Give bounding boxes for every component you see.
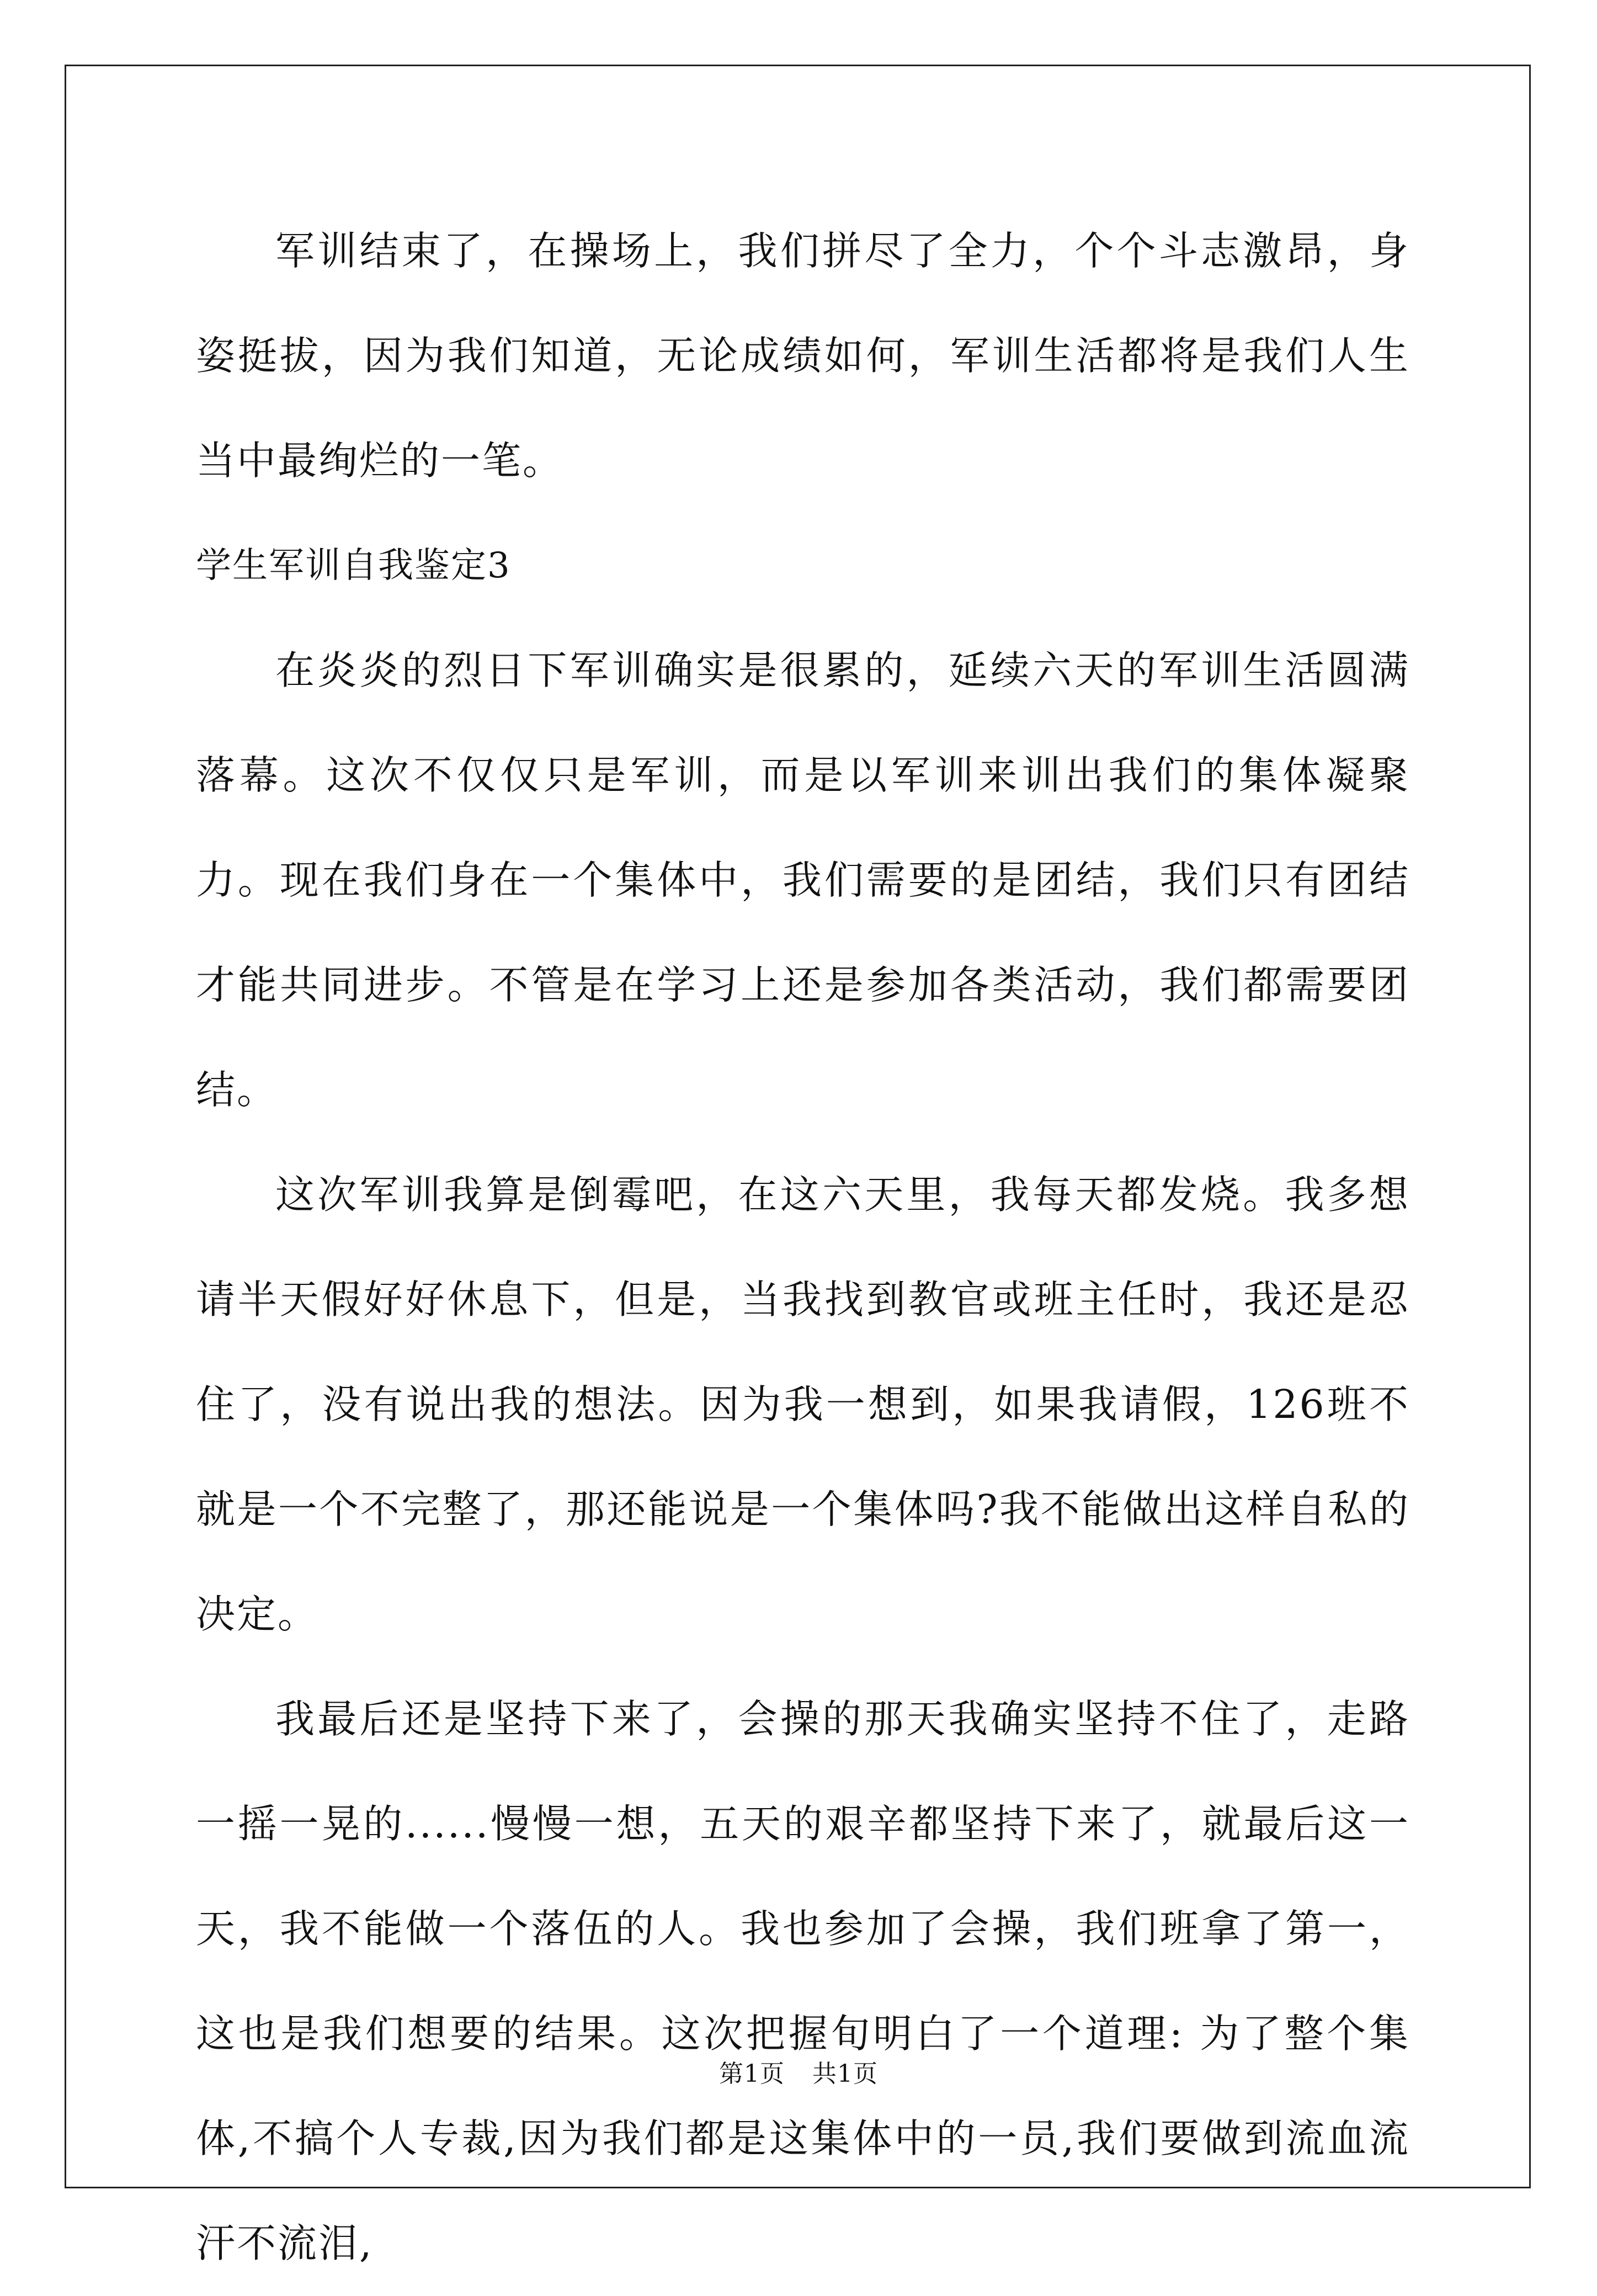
paragraph-intro: 军训结束了，在操场上，我们拼尽了全力，个个斗志激昂，身姿挺拔，因为我们知道，无论成绩如何，军训生活都将是我们人生当中最绚烂的一笔。 [196,228,1410,483]
page-footer [0,2058,1597,2091]
document-body [196,199,1410,2296]
paragraph-1: 在炎炎的烈日下军训确实是很累的，延续六天的军训生活圆满落幕。这次不仅仅只是军训，而是以军训来训出我们的集体凝聚力。现在我们身在一个集体中，我们需要的是团结，我们只有团结才能共同进步。不管是在学习上还是参加各类活动，我们都需要团结。 [196,647,1410,1113]
section-heading: 学生军训自我鉴定3 [196,545,511,586]
page-number: 第1页 [719,2060,785,2088]
page-total: 共1页 [812,2060,878,2088]
paragraph-3: 我最后还是坚持下来了，会操的那天我确实坚持不住了，走路一摇一晃的......慢慢一想，五天的艰辛都坚持下来了，就最后这一天，我不能做一个落伍的人。我也参加了会操，我们班拿了第一，这也是我们想要的结果。这次把握旬明白了一个道理: 为了整个集体,不搞个人专裁,因为我们都是这集体中的一员,我们要做到流血流汗不流泪, [196,1696,1410,2266]
paragraph-2: 这次军训我算是倒霉吧，在这六天里，我每天都发烧。我多想请半天假好好休息下，但是，当我找到教官或班主任时，我还是忍住了，没有说出我的想法。因为我一想到，如果我请假，126班不就是一个不完整了，那还能说是一个集体吗?我不能做出这样自私的决定。 [196,1172,1410,1637]
